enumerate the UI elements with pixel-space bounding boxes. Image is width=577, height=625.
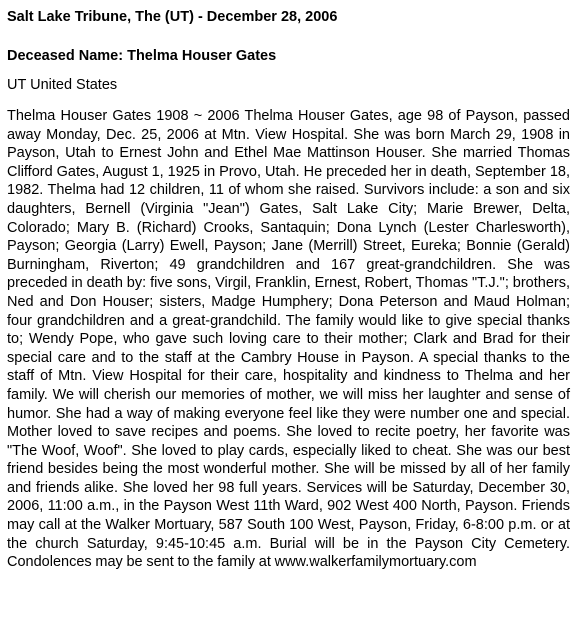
deceased-name: Deceased Name: Thelma Houser Gates xyxy=(7,48,277,64)
source-line: Salt Lake Tribune, The (UT) - December 28, 2006 xyxy=(7,9,338,25)
location-line: UT United States xyxy=(7,77,118,93)
obituary-body: Thelma Houser Gates 1908 ~ 2006 Thelma Houser Gates, age 98 of Payson, passed away Monday, Dec. 25, 2006 at Mtn. View Hospital. She was born March 29, 1908 in Payson, Utah to Ernest John and Ethel Mae Mattinson Houser. She married Thomas Clifford Gates, August 1, 1925 in Provo, Utah. He preceded her in death, September 18, 1982. Thelma had 12 children, 11 of whom she raised. Survivors include: a son and six daughters, Bernell (Virginia "Jean") Gates, Salt Lake City; Marie Brewer, Delta, Colorado; Mary B. (Richard) Crooks, Santaquin; Dona Lynch (Lester Charlesworth), Payson; Georgia (Larry) Ewell, Payson; Jane (Merrill) Street, Eureka; Bonnie (Gerald) Burningham, Riverton; 49 grandchildren and 167 great-grandchildren. She was preceded in death by: five sons, Virgil, Franklin, Ernest, Robert, Thomas "T.J."; brothers, Ned and Don Houser; sisters, Madge Humphery; Dona Peterson and Maud Holman; four grandchildren and a great-grandchild. The family would like to give special thanks to; Wendy Pope, who gave such loving care to their mother; Clark and Brad for their special care and to the staff at the Cambry House in Payson. A special thanks to the staff of Mtn. View Hospital for their care, hospitality and kindness to Thelma and her family. We will cherish our memories of mother, we will miss her laughter and sense of humor. She had a way of making everyone feel like they were number one and special. Mother loved to save recipes and poems. She loved to recite poetry, her favorite was "The Woof, Woof". She loved to play cards, especially liked to cheat. She was our best friend besides being the most wonderful mother. She will be missed by all of her family and friends alike. She loved her 98 full years. Services will be Saturday, December 30, 2006, 11:00 a.m., in the Payson West 11th Ward, 902 West 400 North, Payson. Friends may call at the Walker Mortuary, 587 South 100 West, Payson, Friday, 6-8:00 p.m. or at the church Saturday, 9:45-10:45 a.m. Burial will be in the Payson City Cemetery. Condolences may be sent to the family at www.walkerfamilymortuary.com xyxy=(7,108,570,571)
